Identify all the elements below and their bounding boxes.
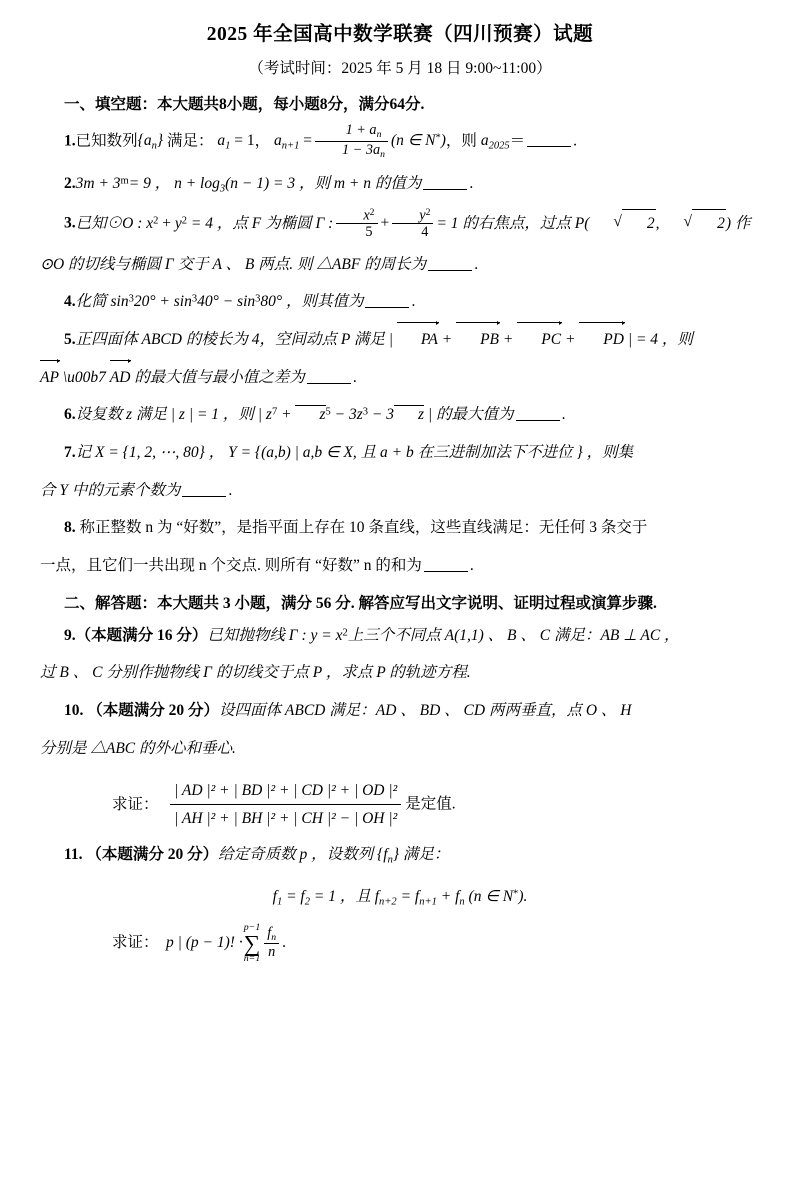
question-11-score: （本题满分 20 分） — [86, 845, 219, 863]
q6-e: | 的最大值为 — [427, 406, 514, 424]
q3-l2a: ⊙O 的切线与椭圆 Γ 交于 A 、 B 两点. 则 △ABF 的周长为 — [40, 255, 427, 273]
q3-fr2-num: y — [419, 207, 426, 224]
q11-proof-a: p | (p − 1)! · — [166, 933, 243, 951]
q11-f3-sub: n+2 — [379, 895, 397, 907]
q1-text-c: ，则 — [445, 132, 477, 150]
q1-eq1-right: 1 — [246, 132, 255, 150]
q1-eq1-left: a — [217, 132, 226, 150]
q11-summation — [244, 923, 261, 964]
q4-sup-3: 3 — [255, 293, 261, 305]
q9-l1-rest: 上三个不同点 A(1,1) 、 B 、 C 满足：AB ⊥ AC ， — [347, 626, 680, 644]
question-4: 4.化简 $\sin^320^\circ + \sin^340^\circ - \sin^380^\circ$ ，则其值为 . — [64, 293, 416, 311]
question-10 — [40, 697, 760, 726]
q4-sup-2: 3 — [191, 293, 198, 305]
q4-sup-1: 3 — [128, 293, 134, 305]
q5-answer-blank[interactable] — [307, 383, 351, 384]
q3-fr2-den: 4 — [421, 224, 429, 241]
q1-eq1-sub: 1 — [225, 140, 231, 152]
q3-y2-sup: 2 — [181, 215, 188, 227]
q1-answer-blank[interactable] — [527, 146, 571, 147]
question-3-line2: ⊙O 的切线与椭圆 Γ 交于 A 、 B 两点. 则 △ABF 的周长为 . — [40, 255, 479, 273]
q1-frac-den-sub: n — [380, 148, 385, 160]
q10-frac-num: | AD |² + | BD |² + | CD |² + | OD |² — [170, 779, 401, 805]
q11-l1: 给定奇质数 p ，设数列 {f — [218, 845, 388, 863]
q4-t1: 20° + sin — [133, 293, 192, 311]
q10-l1: 设四面体 ABCD 满足：AD 、 BD 、 CD 两两垂直，点 O 、 H — [219, 701, 632, 719]
q9-l1: 已知抛物线 Γ : y = x — [207, 626, 343, 644]
q11-f2: = f — [286, 887, 305, 905]
q3-fr1-num: x — [363, 207, 370, 224]
q2-answer-blank[interactable] — [423, 189, 467, 190]
q1-frac-num: 1 + a — [345, 122, 377, 139]
q11-sum-top: p−1 — [243, 921, 261, 933]
q3-fraction-2 — [392, 207, 433, 241]
q3-fraction-1 — [336, 207, 377, 241]
q5-l1b: | = 4 ，则 — [627, 330, 693, 348]
q5-l2b: 的最大值与最小值之差为 — [134, 368, 305, 386]
q8-l1: 称正整数 n 为 “好数”，是指平面上存在 10 条直线，这些直线满足：无任何 3 条交于 — [79, 519, 648, 537]
question-10-line2 — [40, 735, 760, 764]
q3-sqrt-2 — [660, 209, 726, 239]
q11-sum-num-sub: n — [271, 931, 277, 943]
question-11-display — [40, 884, 760, 907]
q1-cond: (n ∈ N — [390, 132, 436, 150]
q11-f4-sub: n+1 — [419, 895, 437, 907]
q1-text-b: ， — [254, 132, 271, 150]
q3-fr1-den: 5 — [365, 224, 373, 241]
q11-f4: = f — [400, 887, 420, 905]
q5-vector-pd: PD — [579, 326, 624, 355]
question-9 — [40, 622, 760, 651]
q10-l2: 分别是 △ABC 的外心和垂心. — [40, 739, 236, 757]
q11-sum-bot: n=1 — [243, 952, 261, 964]
question-1-lead: 已知数列 — [75, 132, 138, 150]
q6-d: − 3 — [371, 406, 394, 424]
question-1: 1.已知数列$\{a_n\}$ 满足： $a_1 = 1$， $a_{n+1}$ = $\frac{1 + a_n}{1 - 3a_n}$ (n ∈ N*)，则 $a_{2025}=$ . — [64, 122, 578, 160]
q3-x2-sup: 2 — [153, 215, 159, 227]
q1-cond-sup: * — [435, 132, 441, 144]
page-title: 2025 年全国高中数学联赛（四川预赛）试题 — [206, 24, 594, 45]
q2-expr2: n + log — [174, 174, 220, 192]
question-5: 5.正四面体 ABCD 的棱长为 4，空间动点 P 满足 | PA + PB + PC + PD | = 4 ，则 — [40, 326, 760, 355]
q3-l1c: ) 作 — [725, 215, 751, 232]
q1-eq2-left: a — [273, 132, 282, 150]
q11-sum-num: f — [267, 924, 272, 941]
q6-sup5: 5 — [325, 406, 331, 418]
q2-expr1: 3m + 3 — [75, 174, 121, 192]
q3-sqrt1-val: 2 — [622, 209, 656, 239]
question-7-number: 7. — [64, 443, 76, 461]
q11-proof-label: 求证： — [112, 933, 159, 951]
q3-plus: + — [162, 215, 172, 232]
q10-proof-label: 求证： — [112, 795, 159, 813]
q8-l2: 一点，且它们一共出现 n 个交点. 则所有 “好数” n 的和为 — [40, 556, 422, 574]
q9-l1-sup: 2 — [342, 626, 348, 638]
question-4-number: 4. — [64, 293, 76, 311]
q4-t2: 40° − sin — [197, 293, 256, 311]
question-7-line2: 合 Y 中的元素个数为 . — [40, 481, 233, 499]
q1-frac-den: 1 − 3a — [342, 141, 381, 158]
q5-vector-ad: AD — [110, 364, 131, 393]
q5-vector-ap: AP — [40, 364, 59, 393]
q1-seq-sub: n — [151, 140, 157, 152]
q3-l1a: 已知⊙O : — [75, 215, 143, 232]
question-5-number: 5. — [64, 330, 76, 348]
section-heading-solve: 二、解答题：本大题共 3 小题，满分 56 分. 解答应写出文字说明、证明过程或演算步骤. — [64, 594, 657, 612]
q11-f5: + f — [440, 887, 460, 905]
q10-proof-fraction — [170, 779, 401, 831]
q6-zbar-2: z — [394, 405, 424, 423]
q3-y2: y — [174, 215, 182, 232]
q6-zbar-1: z — [295, 405, 325, 423]
q2-expr1-rest: = 9 ， — [128, 174, 171, 192]
q3-fr1-num-sup: 2 — [369, 206, 375, 218]
q1-target-sub: 2025 — [488, 140, 510, 152]
question-11-number: 11. — [64, 845, 83, 863]
question-10-score: （本题满分 20 分） — [87, 701, 220, 719]
question-5-line2: AP \u00b7 AD 的最大值与最小值之差为 . — [40, 364, 760, 393]
q11-proof-end: . — [282, 933, 286, 951]
question-3: 3.已知⊙O : $x^2 + y^2 = 4$ ，点 F 为椭圆 Γ : $\frac{x^2}{5}$ + $\frac{y^2}{4}$ = 1 的右焦点，过点 P( √ 2, √ 2) 作 — [40, 207, 760, 241]
question-2: $2.3m + 3^m= 9$ ， $n + \log_3(n - 1) = 3$ ，则 m + n 的值为 . — [64, 174, 474, 194]
q1-frac-num-sub: n — [376, 129, 382, 141]
q2-expr2-rest: (n − 1) = 3 ，则 m + n 的值为 — [225, 174, 422, 192]
question-1-number: 1. — [64, 132, 76, 150]
q3-l1-eq: = 4 ，点 F 为椭圆 Γ : — [190, 215, 334, 232]
q7-answer-blank[interactable] — [182, 496, 226, 497]
q11-l1-rest: } 满足： — [392, 845, 450, 863]
q11-l1-sub: n — [387, 854, 393, 866]
q6-sup3: 3 — [362, 406, 369, 418]
q6-answer-blank[interactable] — [516, 420, 560, 421]
q11-sum-fraction — [264, 925, 279, 961]
q11-f6: (n ∈ N — [468, 887, 514, 905]
q6-b: + — [281, 406, 292, 424]
q8-answer-blank[interactable] — [424, 571, 468, 572]
question-11-proof — [40, 923, 760, 964]
exam-time-subtitle: （考试时间：2025 年 5 月 18 日 9:00~11:00） — [248, 60, 552, 77]
question-3-number: 3. — [64, 215, 76, 232]
q11-f1: f — [272, 887, 277, 905]
q1-text-d: ＝ — [509, 132, 526, 150]
q3-answer-blank[interactable] — [428, 270, 472, 271]
q3-fr2-num-sup: 2 — [425, 206, 431, 218]
question-10-number: 10. — [64, 701, 84, 719]
q7-l2a: 合 Y 中的元素个数为 — [40, 481, 181, 499]
q11-f2-sub: 2 — [304, 895, 311, 907]
q6-sup7: 7 — [271, 406, 278, 418]
section-heading-fill-in: 一、填空题：本大题共8小题，每小题8分，满分64分. — [64, 96, 425, 113]
q4-t3: 80° ，则其值为 — [260, 293, 364, 311]
question-8-number: 8. — [64, 519, 76, 537]
q10-frac-den: | AH |² + | BH |² + | CH |² − | OH |² — [174, 810, 398, 828]
question-10-proof — [40, 779, 760, 831]
question-7 — [40, 439, 760, 468]
q1-eq2-sub: n+1 — [281, 140, 300, 152]
q6-a: 设复数 z 满足 | z | = 1 ，则 | z — [75, 406, 272, 424]
q11-f7: ). — [518, 887, 528, 905]
question-9-line2 — [40, 659, 760, 688]
question-6-number: 6. — [64, 406, 76, 424]
q3-l1b: = 1 的右焦点，过点 P( — [436, 215, 590, 232]
q2-expr1-sup: m — [120, 174, 129, 186]
q7-l1a: 记 X = {1, 2, ⋯, 80} ， Y = {(a,b) | a,b ∈ X, 且 a + b 在三进制加法下不进位 } ，则集 — [75, 443, 634, 461]
q9-l2: 过 B 、 C 分别作抛物线 Γ 的切线交于点 P ，求点 P 的轨迹方程. — [40, 664, 471, 682]
sigma-icon: ∑ — [243, 929, 261, 956]
q5-vector-pc: PC — [517, 326, 561, 355]
q5-vector-pa: PA — [397, 326, 438, 355]
question-8 — [40, 514, 760, 543]
q11-f1-sub: 1 — [276, 895, 283, 907]
question-11 — [40, 841, 760, 870]
question-2-number: 2. — [64, 174, 76, 192]
q4-text-a: 化简 sin — [75, 293, 129, 311]
q1-fraction — [315, 122, 388, 160]
q4-answer-blank[interactable] — [365, 307, 409, 308]
q3-x2: x — [146, 215, 154, 232]
q3-sqrt-1 — [589, 209, 655, 239]
q1-target: a — [480, 132, 489, 150]
q6-c: − 3z — [334, 406, 363, 424]
q1-cond-close: ) — [440, 132, 446, 150]
q11-f6-sup: * — [513, 887, 519, 899]
question-9-score: （本题满分 16 分） — [75, 626, 208, 644]
q10-frac-rest: 是定值. — [405, 795, 456, 813]
q11-f5-sub: n — [459, 895, 465, 907]
question-6: 6.设复数 z 满足 | z | = 1 ，则 | $z^7 + z^5 - 3z^3 - 3$ z | 的最大值为 . — [64, 406, 566, 424]
q11-f3: = 1 ，且 f — [313, 887, 380, 905]
q2-expr2-sub: 3 — [219, 182, 226, 194]
q1-text-a: 满足： — [166, 132, 214, 150]
q5-l1a: 正四面体 ABCD 的棱长为 4，空间动点 P 满足 | — [75, 330, 394, 348]
question-8-line2: 一点，且它们一共出现 n 个交点. 则所有 “好数” n 的和为 . — [40, 556, 474, 574]
q3-sqrt2-val: 2 — [692, 209, 726, 239]
q5-vector-pb: PB — [456, 326, 499, 355]
q11-sum-den: n — [268, 943, 276, 960]
question-9-number: 9. — [64, 626, 76, 644]
